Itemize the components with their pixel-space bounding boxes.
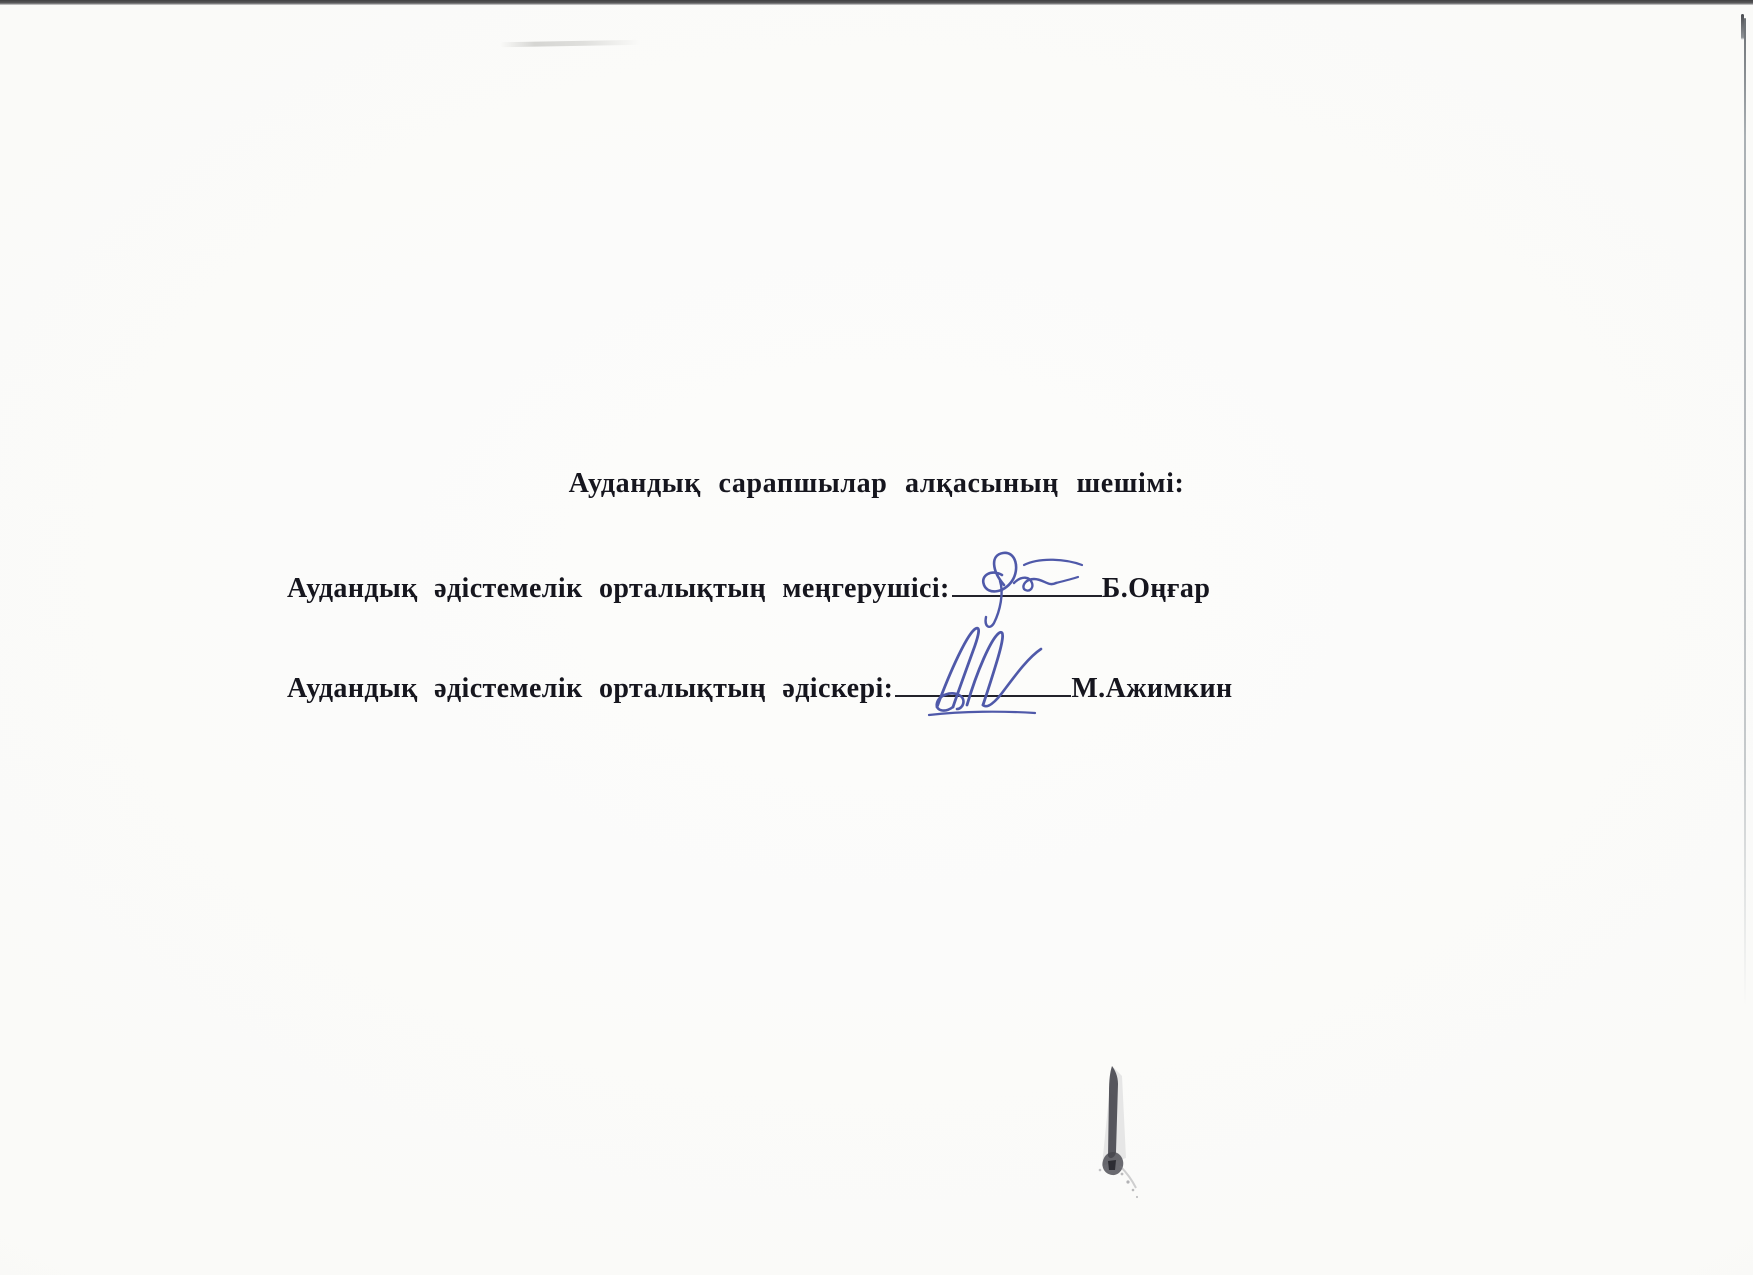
methodist-label: Аудандық әдістемелік орталықтың әдіскері: <box>287 673 894 704</box>
methodist-name: М.Ажимкин <box>1071 673 1233 704</box>
faint-smudge <box>500 40 640 47</box>
scan-top-edge <box>0 0 1753 5</box>
manager-label: Аудандық әдістемелік орталықтың меңгерушісі: <box>287 573 950 604</box>
document-title: Аудандық сарапшылар алқасының шешімі: <box>568 468 1185 499</box>
signature-row-manager <box>287 563 1210 605</box>
ink-blot <box>1082 1062 1146 1202</box>
paper-edge-line <box>1744 18 1746 1008</box>
manager-signature-area <box>952 563 1102 597</box>
methodist-signature-area <box>895 663 1071 697</box>
paper-edge-tick <box>1741 14 1744 40</box>
methodist-signature-ink <box>923 611 1063 731</box>
signature-row-methodist <box>287 663 1233 705</box>
manager-name: Б.Оңғар <box>1101 573 1211 604</box>
